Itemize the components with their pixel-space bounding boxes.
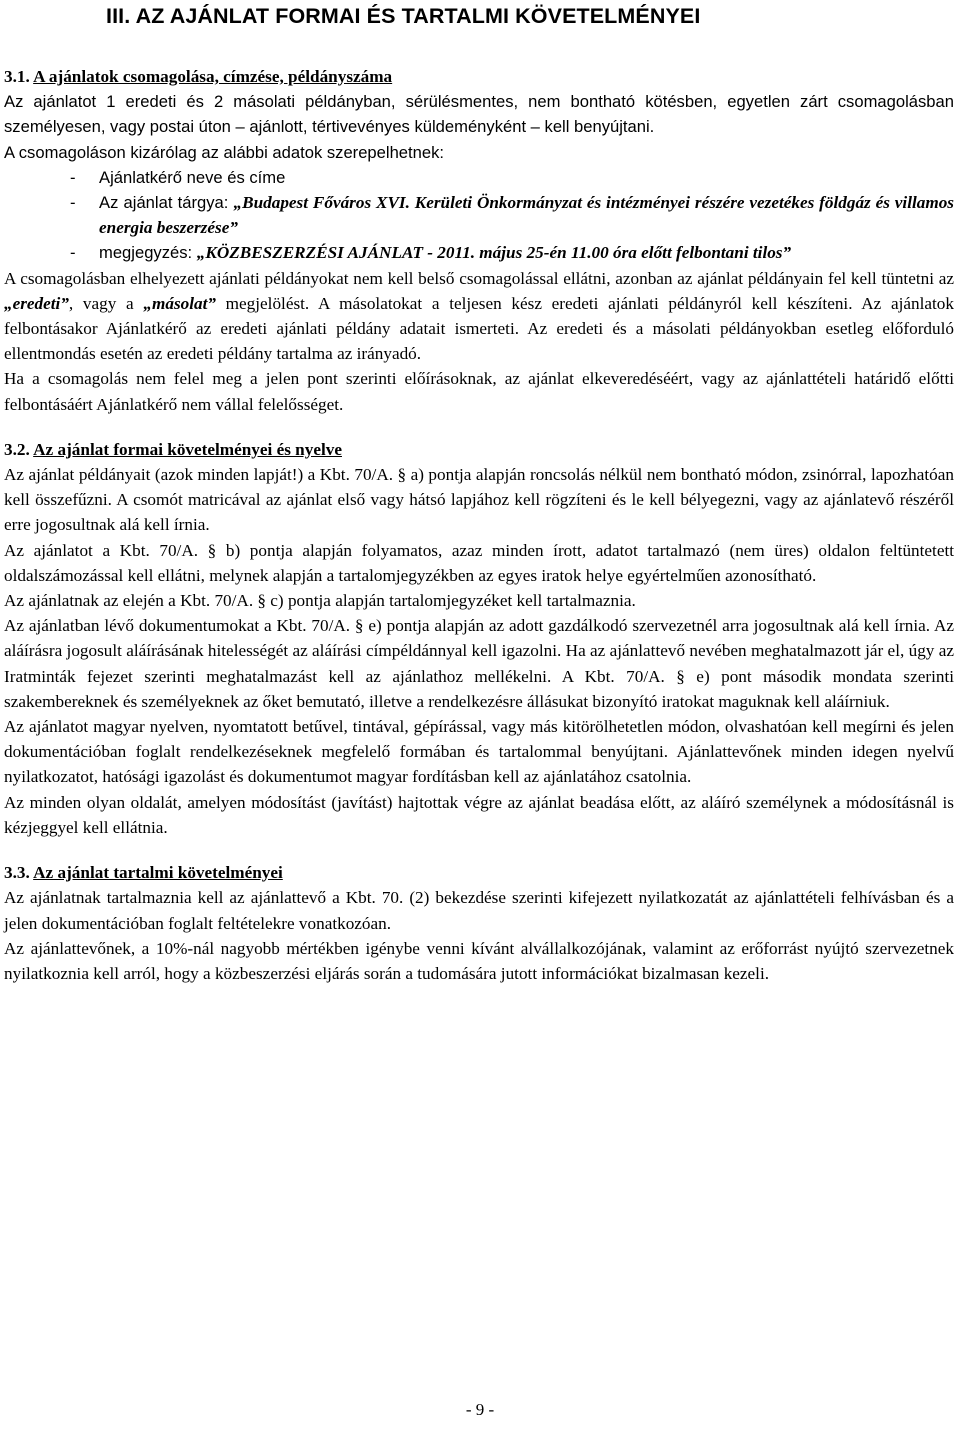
section-3-3-paragraph-2: Az ajánlattevőnek, a 10%-nál nagyobb mértékben igénybe venni kívánt alvállalkozójának, valamint az erőforrást nyújtó szervezetnek nyilatkoznia kell arról, hogy a közbeszerzési eljárás során a tudomására jutott információkat bizalmasan kezeli. — [4, 938, 954, 983]
text-run: , vagy a — [68, 293, 144, 313]
page-number: - 9 - — [465, 1400, 495, 1419]
section-3-2-paragraph-1: Az ajánlat példányait (azok minden lapját!) a Kbt. 70/A. § a) pontja alapján roncsolás nélkül nem bontható módon, zsinórral, lapozhatóan kell összefűzni. A csomót matricával az ajánlat első vagy hátsó lapjához kell rögzíteni és le kell bélyegezni, vagy az ajánlatevő részéről erre jogosultnak alá kell írnia. — [4, 465, 954, 535]
section-3-2-heading — [4, 437, 954, 462]
section-3-3-paragraph-1: Az ajánlatnak tartalmaznia kell az ajánlattevő a Kbt. 70. (2) bekezdése szerinti kifejezett nyilatkozatát az ajánlattételi felhívásban és a jelen dokumentációban foglalt feltételekre vonatkozóan. — [4, 888, 954, 933]
section-3-1-paragraph-3 — [4, 266, 954, 367]
section-3-2-paragraph-4: Az ajánlatban lévő dokumentumokat a Kbt. 70/A. § e) pontja alapján az adott gazdálkodó szervezetnél arra jogosultnak alá kell írnia. Az aláírásra jogosult aláírásának hitelességét az aláírási címpéldánnyal kell igazolni. Ha az ajánlattevő nevében meghatalmazott jár el, úgy az Iratminták fejezet szerinti meghatalmazást kell az ajánlathoz mellékelni. A Kbt. 70/A. § e) pont második mondata szerinti szakembereknek és személyeknek az őket bemutató, illetve a rendelkezésre állásukat bizonyító iratokat maguknak kell aláírniuk. — [4, 616, 954, 711]
section-3-2-paragraph-5: Az ajánlatot magyar nyelven, nyomtatott betűvel, tintával, gépírással, vagy más kitörölhetetlen módon, olvashatóan kell megírni és jelen dokumentációban foglalt rendelkezéseknek megfelelő formában és tartalommal benyújtani. Ajánlattevőnek minden idegen nyelvű nyilatkozatot, hatósági igazolást és dokumentumot magyar fordításban kell az ajánlatához csatolnia. — [4, 717, 954, 787]
list-item-note: „KÖZBESZERZÉSI AJÁNLAT - 2011. május 25-én 11.00 óra előtt felbontani tilos” — [196, 243, 792, 263]
list-item-lead: Az ajánlat tárgya: — [99, 193, 234, 213]
spacer — [4, 417, 954, 437]
list-item — [4, 190, 954, 240]
masolat-label: „másolat” — [143, 293, 216, 313]
list-item-text: Ajánlatkérő neve és címe — [99, 167, 286, 187]
section-3-1-title: A ajánlatok csomagolása, címzése, példányszáma — [33, 67, 393, 86]
list-dash: - — [70, 193, 76, 213]
section-3-3-heading — [4, 860, 954, 885]
section-3-1-paragraph-2: A csomagoláson kizárólag az alábbi adatok szerepelhetnek: — [4, 142, 445, 162]
section-3-1-number: 3.1. — [4, 67, 30, 86]
section-3-3-title: Az ajánlat tartalmi követelményei — [33, 863, 283, 883]
list-item-subject: „Budapest Főváros XVI. Kerületi Önkormányzat és intézményei részére vezetékes földgáz és villamos energia beszerzése” — [99, 193, 954, 238]
document-title: III. AZ AJÁNLAT FORMAI ÉS TARTALMI KÖVETELMÉNYEI — [106, 4, 701, 28]
section-3-2-number: 3.2. — [4, 439, 30, 459]
section-3-1-paragraph-1: Az ajánlatot 1 eredeti és 2 másolati példányban, sérülésmentes, nem bontható kötésben, egyetlen zárt csomagolásban személyesen, vagy postai úton – ajánlott, tértivevényes küldeményként – kell benyújtani. — [4, 92, 954, 137]
list-item — [4, 240, 954, 265]
section-3-1-paragraph-4: Ha a csomagolás nem felel meg a jelen pont szerinti előírásoknak, az ajánlat elkeveredéséért, vagy az ajánlattételi határidő előtti felbontásáért Ajánlatkérő nem vállal felelősséget. — [4, 369, 954, 414]
list-dash: - — [70, 243, 76, 263]
section-3-2-paragraph-6: Az minden olyan oldalát, amelyen módosítást (javítást) hajtottak végre az ajánlat beadása előtt, az aláíró személynek a módosításnál is kézjeggyel kell ellátnia. — [4, 792, 954, 837]
section-3-2-title: Az ajánlat formai követelményei és nyelve — [33, 439, 342, 459]
list-item — [4, 165, 954, 190]
text-run: megjelölést. A másolatokat a teljesen kész eredeti ajánlati példányról kell készíteni. Az ajánlatok felbontásakor Ajánlatkérő az eredeti ajánlati példány adatait ismerteti. Az eredeti és a másolati példányokban esetleg előforduló ellentmondás esetén az eredeti példány tartalma az irányadó. — [4, 293, 954, 364]
eredeti-label: „eredeti” — [4, 293, 69, 313]
spacer — [4, 840, 954, 860]
list-dash: - — [70, 167, 76, 187]
section-3-3-number: 3.3. — [4, 863, 30, 883]
section-3-2-paragraph-2: Az ajánlatot a Kbt. 70/A. § b) pontja alapján folyamatos, azaz minden írott, adatot tartalmazó (nem üres) oldalon feltüntetett oldalszámozással kell ellátni, melynek alapján a tartalomjegyzékben az egyes iratok helye egyértelműen azonosítható. — [4, 540, 954, 585]
document-body — [4, 64, 954, 986]
section-3-1-heading — [4, 64, 954, 89]
text-run: A csomagolásban elhelyezett ajánlati példányokat nem kell belső csomagolással ellátni, azonban az ajánlat példányain fel kell tüntetni az — [4, 268, 954, 288]
list-item-lead: megjegyzés: — [99, 243, 197, 263]
section-3-2-paragraph-3: Az ajánlatnak az elején a Kbt. 70/A. § c) pontja alapján tartalomjegyzéket kell tartalmaznia. — [4, 591, 636, 611]
